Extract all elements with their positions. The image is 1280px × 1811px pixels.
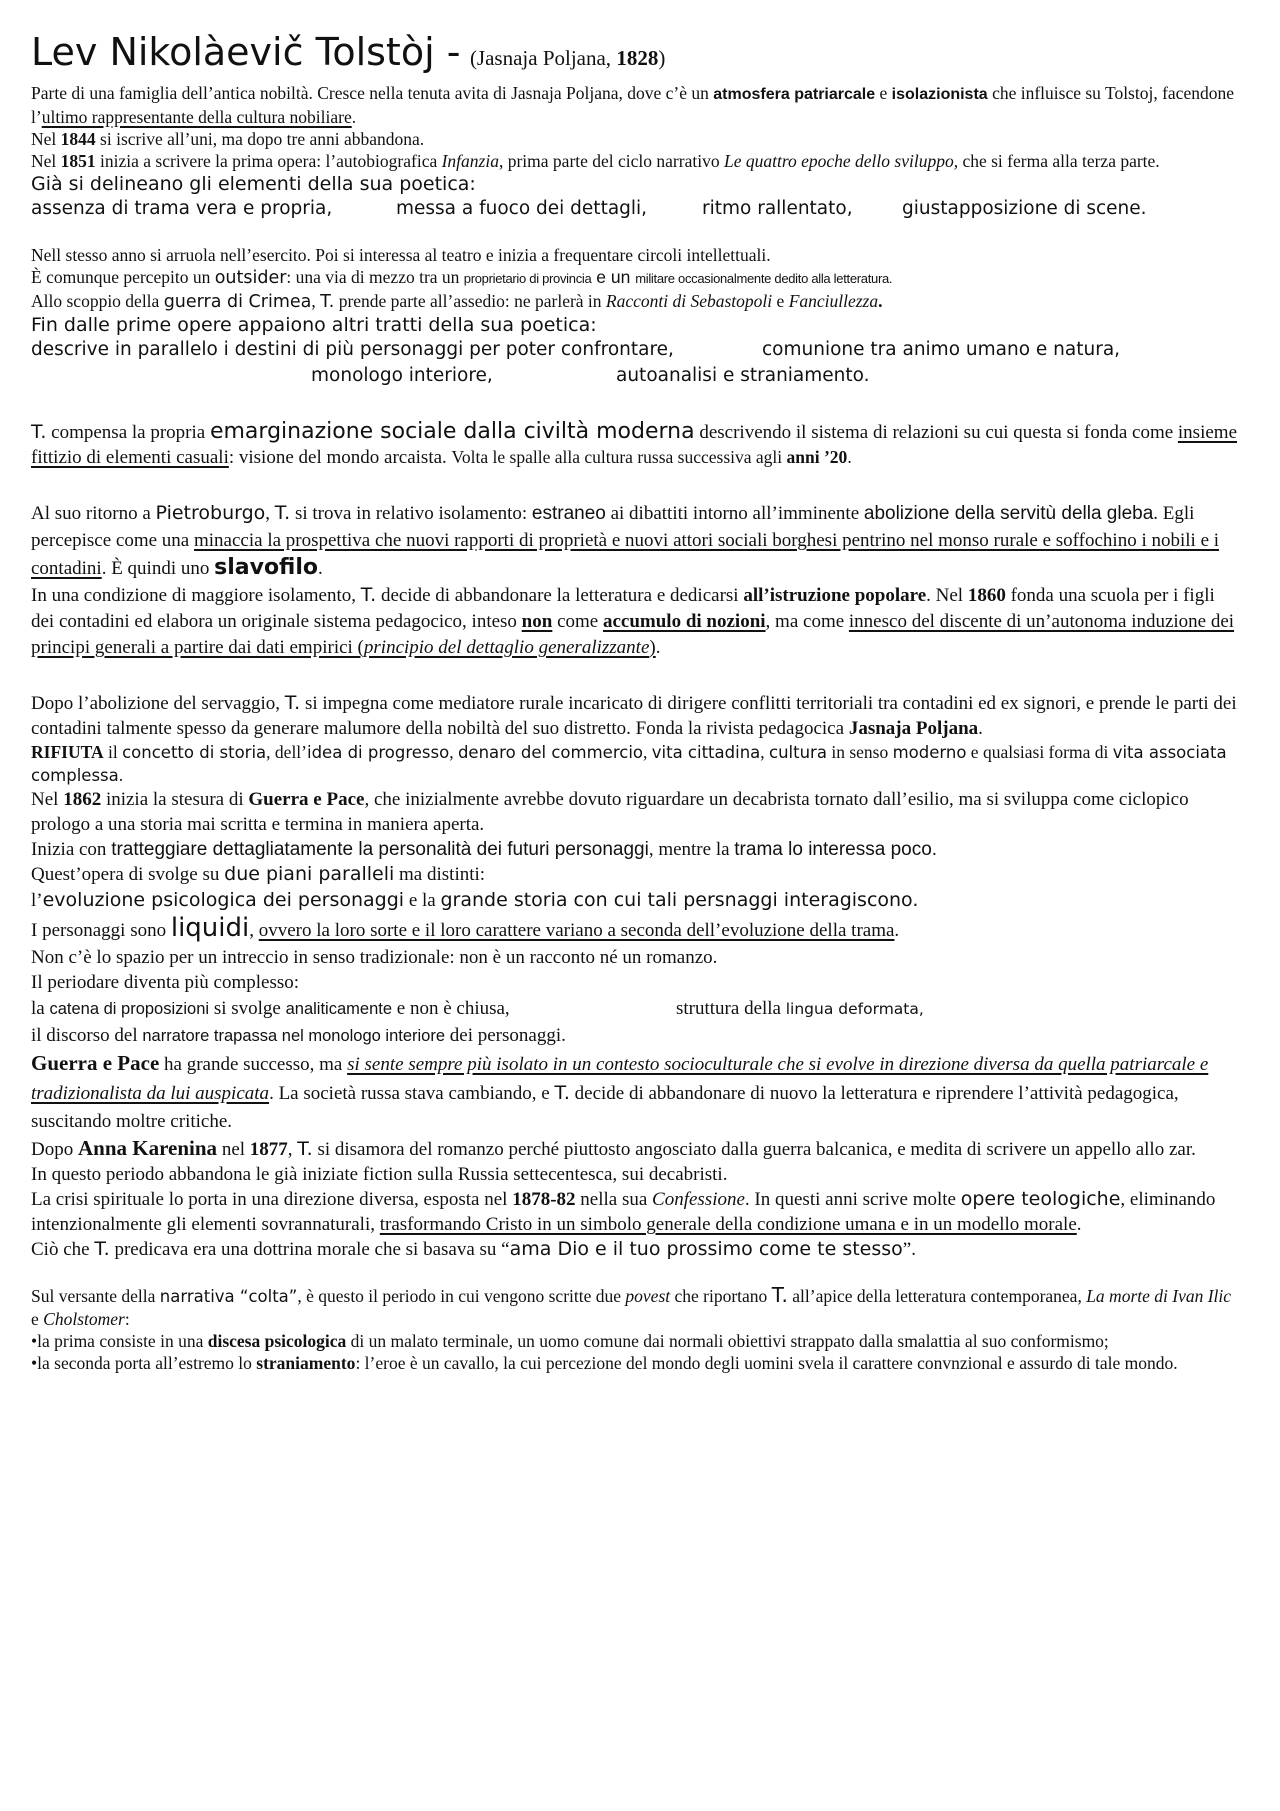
paragraph-dottrina: Ciò che T. predicava era una dottrina morale che si basava su “ama Dio e il tuo prossimo come te stesso”.: [31, 1238, 916, 1260]
paragraph-mediatore: Dopo l’abolizione del servaggio, T. si impegna come mediatore rurale incaricato di dirigere conflitti territoriali tra contadini ed ex signori, e prende le parti dei contadini talmente spesso da generare malumore della nobiltà del suo distretto. Fonda la rivista pedagocica Jasnaja Poljana.: [31, 692, 1237, 739]
intro-section: [31, 82, 1240, 172]
paragraph-liquidi: I personaggi sono liquidi, ovvero la loro sorte e il loro carattere variano a seconda dell’evoluzione della trama.: [31, 913, 900, 943]
paragraph-successo: Guerra e Pace ha grande successo, ma si sente sempre più isolato in un contesto socioculturale che si evolve in direzione diversa da quella patriarcale e tradizionalista da lui auspicata. La società russa stava cambiando, e T. decide di abbandonare di nuovo la letteratura e riprendere l’attività pedagogica, suscitando moltre critiche.: [31, 1051, 1209, 1132]
paragraph-povest: Sul versante della narrativa “colta”, è questo il periodo in cui vengono scritte due povest che riportano T. all’apice della letteratura contemporanea, La morte di Ivan Ilic e Cholstomer:: [31, 1283, 1232, 1329]
poetica2-row-1: [31, 337, 1240, 363]
paragraph-confessione: La crisi spirituale lo porta in una direzione diversa, esposta nel 1878-82 nella sua Confessione. In questi anni scrive molte opere teologiche, eliminando intenzionalmente gli elementi sovrannaturali, trasformando Cristo in un simbolo generale della condizione umana e in un modello morale.: [31, 1188, 1216, 1235]
paragraph-guerra-pace: Nel 1862 inizia la stesura di Guerra e Pace, che inizialmente avrebbe dovuto riguardare un decabrista tornato dall’esilio, ma si sviluppa come ciclopico prologo a una storia mai scritta e termina in maniera aperta.: [31, 789, 1189, 835]
povest-section: [31, 1284, 1240, 1374]
paragraph-first-work: Nel 1851 inizia a scrivere la prima opera: l’autobiografica Infanzia, prima parte del ciclo narrativo Le quattro epoche dello sviluppo, che si ferma alla terza parte.: [31, 151, 1160, 171]
poetica2-lead: Fin dalle prime opere appaiono altri tratti della sua poetica:: [31, 314, 597, 336]
war-and-peace-section: [31, 787, 1240, 1049]
paragraph-pietroburgo: Al suo ritorno a Pietroburgo, T. si trova in relativo isolamento: estraneo ai dibattiti intorno all’imminente abolizione della servitù della gleba. Egli percepisce come una minaccia la prospettiva che nuovi rapporti di proprietà e nuovi attori sociali borghesi pentrino nel monso rurale e soffochino i nobili e i contadini. È quindi uno slavofilo.: [31, 502, 1220, 580]
list-item: •la seconda porta all’estremo lo straniamento: l’eroe è un cavallo, la cui percezione del mondo degli uomini svela il carattere convnzional e assurdo di tale mondo.: [31, 1353, 1178, 1373]
title-name: Lev Nikolàevič Tolstòj -: [31, 30, 461, 74]
poetica2-item: descrive in parallelo i destini di più personaggi per poter confrontare,: [31, 339, 674, 360]
title-subtitle: (Jasnaja Poljana, 1828): [469, 46, 666, 70]
poetica-section-1: [31, 172, 1240, 222]
paragraph-outsider: È comunque percepito un outsider: una via di mezzo tra un proprietario di provincia e un militare occasionalmente dedito alla letteratura.: [31, 267, 893, 288]
paragraph-discorso: il discorso del narratore trapassa nel monologo interiore dei personaggi.: [31, 1025, 566, 1046]
page-title: [31, 30, 1240, 80]
paragraph-crimea: Allo scoppio della guerra di Crimea, T. prende parte all’assedio: ne parlerà in Racconti di Sebastopoli e Fanciullezza.: [31, 291, 883, 312]
paragraph-army: Nell stesso anno si arruola nell’esercito. Poi si interessa al teatro e inizia a frequentare circoli intellettuali.: [31, 245, 771, 265]
paragraph-piani: Quest’opera di svolge su due piani paralleli ma distinti:: [31, 863, 486, 885]
paragraph-intreccio: Non c’è lo spazio per un intreccio in senso tradizionale: non è un racconto né un romanzo.: [31, 947, 718, 968]
poetica2-row-2: [31, 363, 1240, 389]
paragraph-istruzione: In una condizione di maggiore isolamento, T. decide di abbandonare la letteratura e dedicarsi all’istruzione popolare. Nel 1860 fonda una scuola per i figli dei contadini ed elabora un originale sistema pedagocico, inteso non come accumulo di nozioni, ma come innesco del discente di un’autonoma induzione dei principi generali a partire dai dati empirici (principio del dettaglio generalizzante).: [31, 584, 1235, 658]
poetica2-item: monologo interiore,: [311, 365, 493, 386]
poetica-section-2: [31, 313, 1240, 389]
army-section: [31, 244, 1240, 313]
paragraph-university: Nel 1844 si iscrive all’uni, ma dopo tre anni abbandona.: [31, 129, 425, 149]
poetica2-item: comunione tra animo umano e natura,: [762, 339, 1121, 360]
paragraph-periodare: Il periodare diventa più complesso:: [31, 972, 300, 993]
paragraph-inizia: Inizia con tratteggiare dettagliatamente la personalità dei futuri personaggi, mentre la trama lo interessa poco.: [31, 839, 938, 860]
paragraph-evoluzione: l’evoluzione psicologica dei personaggi e la grande storia con cui tali persnaggi interagiscono.: [31, 889, 919, 911]
poetica-item: assenza di trama vera e propria,: [31, 198, 333, 219]
paragraph-catena: la catena di proposizioni si svolge analiticamente e non è chiusa, struttura della lingua deformata,: [31, 998, 924, 1019]
poetica-item: ritmo rallentato,: [702, 198, 853, 219]
list-item: •la prima consiste in una discesa psicologica di un malato terminale, un uomo comune dai normali obiettivi strappato dalla smalattia al suo conformismo;: [31, 1331, 1109, 1351]
paragraph-emarginazione: T. compensa la propria emarginazione sociale dalla civiltà moderna descrivendo il sistema di relazioni su cui questa si fonda come insieme fittizio di elementi casuali: visione del mondo arcaista. Volta le spalle alla cultura russa successiva agli anni ’20.: [31, 419, 1238, 468]
poetica-items: [31, 196, 1240, 222]
poetica-lead: Già si delineano gli elementi della sua poetica:: [31, 173, 476, 195]
paragraph-fiction: In questo periodo abbandona le già iniziate fiction sulla Russia settecentesca, sui decabristi.: [31, 1164, 728, 1185]
paragraph-family: Parte di una famiglia dell’antica nobiltà. Cresce nella tenuta avita di Jasnaja Poljana, dove c’è un atmosfera patriarcale e isolazionista che influisce su Tolstoj, facendone l’ultimo rappresentante della cultura nobiliare.: [31, 83, 1234, 127]
paragraph-karenina: Dopo Anna Karenina nel 1877, T. si disamora del romanzo perché piuttosto angosciato dalla guerra balcanica, e medita di scrivere un appello allo zar.: [31, 1136, 1196, 1160]
poetica-item: giustapposizione di scene.: [902, 198, 1147, 219]
poetica2-item: autoanalisi e straniamento.: [616, 365, 870, 386]
paragraph-rifiuta: RIFIUTA il concetto di storia, dell’idea di progresso, denaro del commercio, vita cittadina, cultura in senso moderno e qualsiasi forma di vita associata complessa.: [31, 742, 1227, 785]
poetica-item: messa a fuoco dei dettagli,: [396, 198, 648, 219]
